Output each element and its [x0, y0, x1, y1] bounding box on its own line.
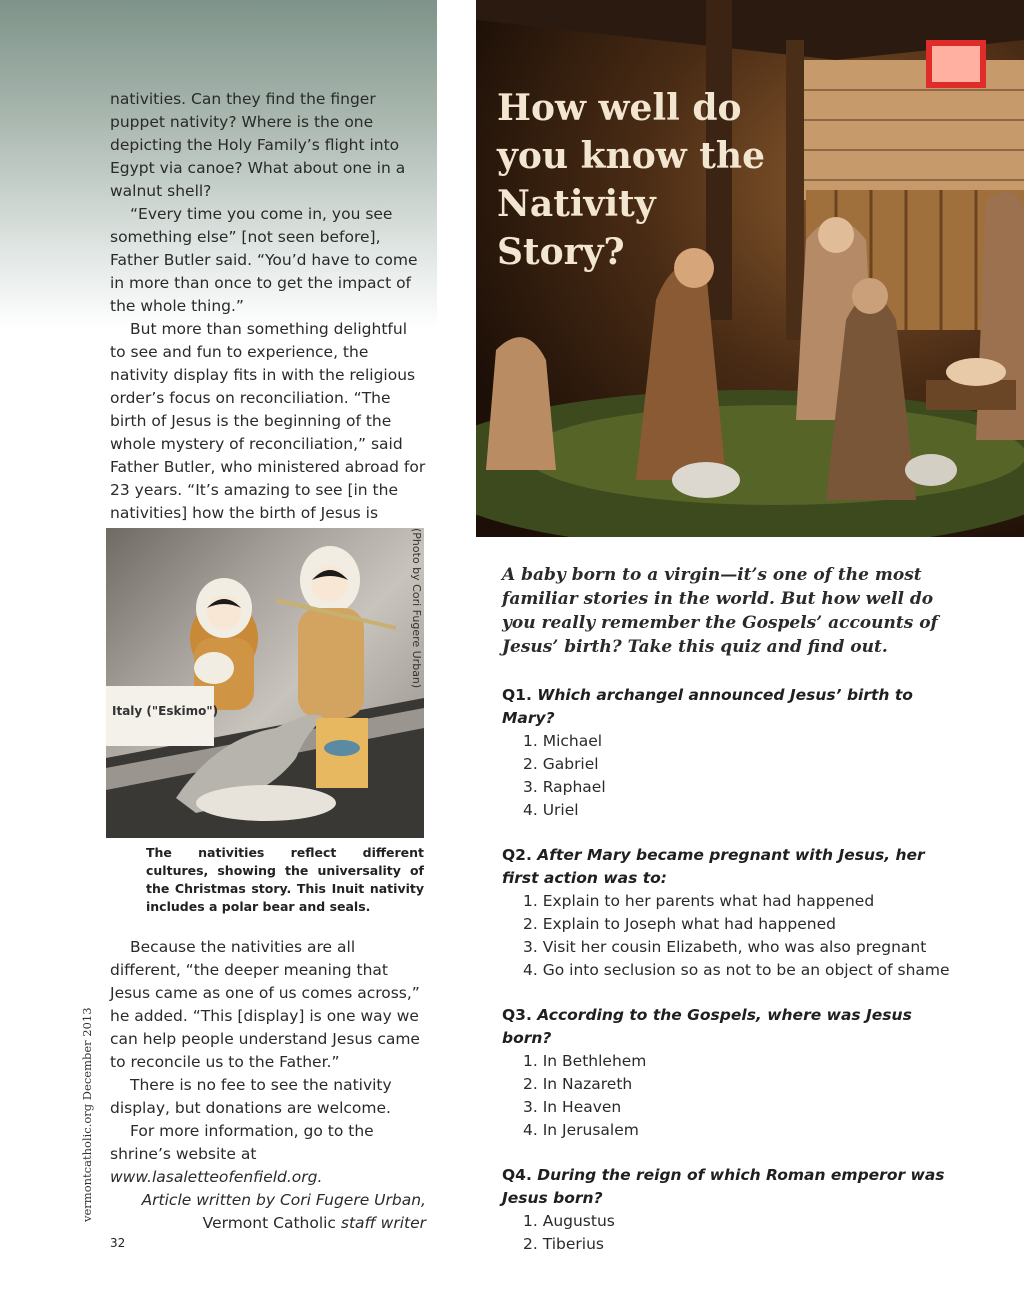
answer-list	[523, 1050, 962, 1142]
credit-line-1: Article written by Cori Fugere Urban,	[141, 1191, 426, 1209]
answer-list	[523, 730, 962, 822]
question-text: During the reign of which Roman emperor was Jesus born?	[502, 1166, 945, 1207]
question-text: After Mary became pregnant with Jesus, her first action was to:	[502, 846, 925, 887]
answer-option: 3. Visit her cousin Elizabeth, who was also pregnant	[523, 938, 927, 956]
question-text: According to the Gospels, where was Jesus born?	[502, 1006, 912, 1047]
answer-list	[523, 1210, 962, 1256]
page-number: 32	[110, 1236, 126, 1250]
quiz-question-block	[502, 684, 962, 822]
quiz-question-block	[502, 1004, 962, 1142]
side-label: vermontcatholic.org December 2013	[80, 1007, 94, 1222]
quiz	[502, 684, 962, 1278]
answer-option: 4. Go into seclusion so as not to be an object of shame	[523, 961, 950, 979]
author-credit	[110, 1189, 426, 1212]
question-number: Q3.	[502, 1006, 538, 1024]
answer-list	[523, 890, 962, 982]
paragraph: But more than something delightful to see and fun to experience, the nativity display fits in with the religious order’s focus on reconciliation. “The birth of Jesus is the beginning of the whole mystery of reconciliation,” said Father Butler, who ministered abroad for 23 years. “It’s amazing to see [in the nativities] how the birth of Jesus is	[110, 320, 426, 522]
question	[502, 1004, 962, 1050]
question-number: Q1.	[502, 686, 538, 704]
answer-option: 1. Explain to her parents what had happened	[523, 892, 875, 910]
answer-option: 4. In Jerusalem	[523, 1121, 639, 1139]
author-role	[110, 1212, 426, 1235]
question	[502, 684, 962, 730]
answer-option: 2. Explain to Joseph what had happened	[523, 915, 836, 933]
staff-role: staff writer	[340, 1214, 426, 1232]
quiz-question-block	[502, 844, 962, 982]
quiz-intro: A baby born to a virgin—it’s one of the most familiar stories in the world. But how well do you really remember the Gospels’ accounts of Jesus’ birth? Take this quiz and find out.	[502, 565, 938, 657]
publication-name: Vermont Catholic	[202, 1214, 341, 1232]
answer-option: 1. In Bethlehem	[523, 1052, 647, 1070]
paragraph: nativities. Can they find the finger puppet nativity? Where is the one depicting the Holy Family’s flight into Egypt via canoe? What about one in a walnut shell?	[110, 90, 406, 200]
quiz-question-block	[502, 1164, 962, 1256]
answer-option: 3. In Heaven	[523, 1098, 622, 1116]
article-bottom-text	[110, 936, 426, 1235]
answer-option: 1. Augustus	[523, 1212, 615, 1230]
answer-option: 1. Michael	[523, 732, 603, 750]
question	[502, 844, 962, 890]
paragraph: There is no fee to see the nativity display, but donations are welcome.	[110, 1076, 392, 1117]
inuit-nativity-illustration	[106, 528, 424, 838]
answer-option: 4. Uriel	[523, 801, 579, 819]
photo-credit	[403, 528, 425, 838]
photo-caption: The nativities reflect different cultures, showing the universality of the Christmas story. This Inuit nativity includes a polar bear and seals.	[146, 845, 424, 914]
question	[502, 1164, 962, 1210]
question-number: Q2.	[502, 846, 538, 864]
website-link[interactable]: www.lasalettеofenfield.org.	[110, 1168, 323, 1186]
photo-label: Italy ("Eskimo")	[112, 704, 219, 718]
answer-option: 3. Raphael	[523, 778, 606, 796]
quiz-headline: How well do you know the Nativity Story?	[497, 87, 765, 273]
paragraph: “Every time you come in, you see something else” [not seen before], Father Butler said. “You’d have to come in more than once to get the impact of the whole thing.”	[110, 205, 418, 315]
paragraph	[110, 1120, 426, 1189]
more-info-text: For more information, go to the shrine’s website at	[110, 1122, 374, 1163]
photo-credit-text: (Photo by Cori Fugere Urban)	[410, 528, 423, 689]
question-text: Which archangel announced Jesus’ birth to Mary?	[502, 686, 913, 727]
answer-option: 2. Gabriel	[523, 755, 599, 773]
paragraph: Because the nativities are all different, “the deeper meaning that Jesus came as one of us comes across,” he added. “This [display] is one way we can help people understand Jesus came to reconcile us to the Father.”	[110, 938, 420, 1071]
inuit-nativity-photo	[106, 528, 424, 838]
article-top-text	[110, 88, 426, 548]
question-number: Q4.	[502, 1166, 538, 1184]
answer-option: 2. In Nazareth	[523, 1075, 633, 1093]
answer-option: 2. Tiberius	[523, 1235, 604, 1253]
